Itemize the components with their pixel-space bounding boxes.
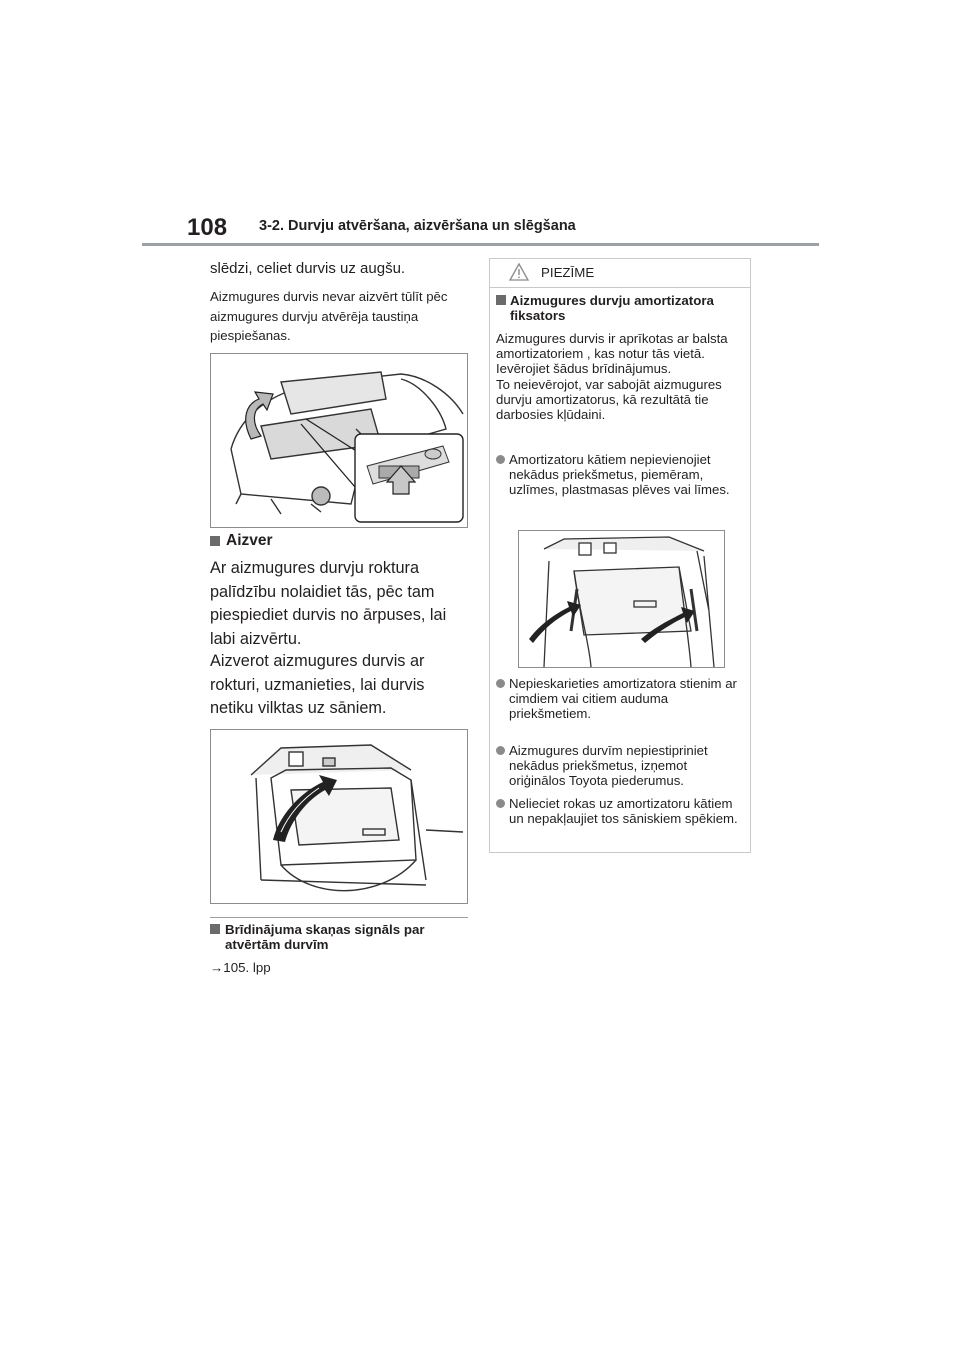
square-bullet-icon (210, 536, 220, 546)
notice-bullet (496, 796, 746, 826)
bullet-dot-icon (496, 746, 505, 755)
notice-box (489, 258, 751, 853)
figure-open-back-door (210, 353, 468, 528)
notice-bullet-text: Nelieciet rokas uz amortizatoru kātiem un nepakļaujiet tos sāniskiem spēkiem. (509, 796, 738, 827)
bullet-dot-icon (496, 455, 505, 464)
close-paragraph-2: Aizverot aizmugures durvis ar rokturi, uzmanieties, lai durvis netiku vilktas uz sāniem. (210, 652, 425, 717)
notice-bullet-text: Aizmugures durvīm nepiestipriniet nekādus priekšmetus, izņemot oriģinālos Toyota piederumus. (509, 743, 708, 789)
bullet-dot-icon (496, 679, 505, 688)
page-reference-link[interactable]: →105. lpp (210, 960, 271, 975)
notice-bullet (496, 676, 746, 722)
buzzer-heading-label: Brīdinājuma skaņas signāls par atvērtām durvīm (225, 922, 425, 952)
notice-heading (496, 293, 746, 323)
bullet-dot-icon (496, 799, 505, 808)
notice-bullet (496, 743, 746, 789)
figure-damper-stays (518, 530, 725, 668)
notice-bullet-text: Amortizatoru kātiem nepievienojiet nekādus priekšmetus, piemēram, uzlīmes, plastmasas plēves vai līmes. (509, 452, 730, 498)
notice-bullet (496, 452, 746, 498)
notice-paragraph: Aizmugures durvis ir aprīkotas ar balsta amortizatoriem , kas notur tās vietā. Ievērojiet šādus brīdinājumus. To neievērojot, var sabojāt aizmugures durvju amortizatorus, kā rezultātā tie darbosies kļūdaini. (496, 331, 728, 423)
header-rule (142, 243, 819, 246)
page-number: 108 (187, 214, 228, 241)
notice-divider (490, 287, 750, 288)
close-heading (210, 532, 273, 550)
notice-title: PIEZĪME (541, 265, 595, 280)
warning-triangle-icon (508, 262, 530, 282)
square-bullet-icon (496, 295, 506, 305)
lead-text: slēdzi, celiet durvis uz augšu. (210, 260, 406, 277)
close-paragraph-1: Ar aizmugures durvju roktura palīdzību nolaidiet tās, pēc tam piespiediet durvis no ārpuses, lai labi aizvērtu. (210, 559, 447, 648)
notice-heading-label: Aizmugures durvju amortizatora fiksators (510, 293, 714, 323)
square-bullet-icon (210, 924, 220, 934)
section-title: 3-2. Durvju atvēršana, aizvēršana un slēgšana (259, 218, 576, 234)
note-text: Aizmugures durvis nevar aizvērt tūlīt pēc aizmugures durvju atvērēja taustiņa piespiešanas. (210, 289, 448, 343)
figure-close-back-door (210, 729, 468, 904)
buzzer-heading (210, 922, 472, 952)
divider (210, 917, 468, 918)
notice-bullet-text: Nepieskarieties amortizatora stienim ar cimdiem vai citiem auduma priekšmetiem. (509, 676, 737, 722)
close-heading-label: Aizver (226, 532, 273, 549)
